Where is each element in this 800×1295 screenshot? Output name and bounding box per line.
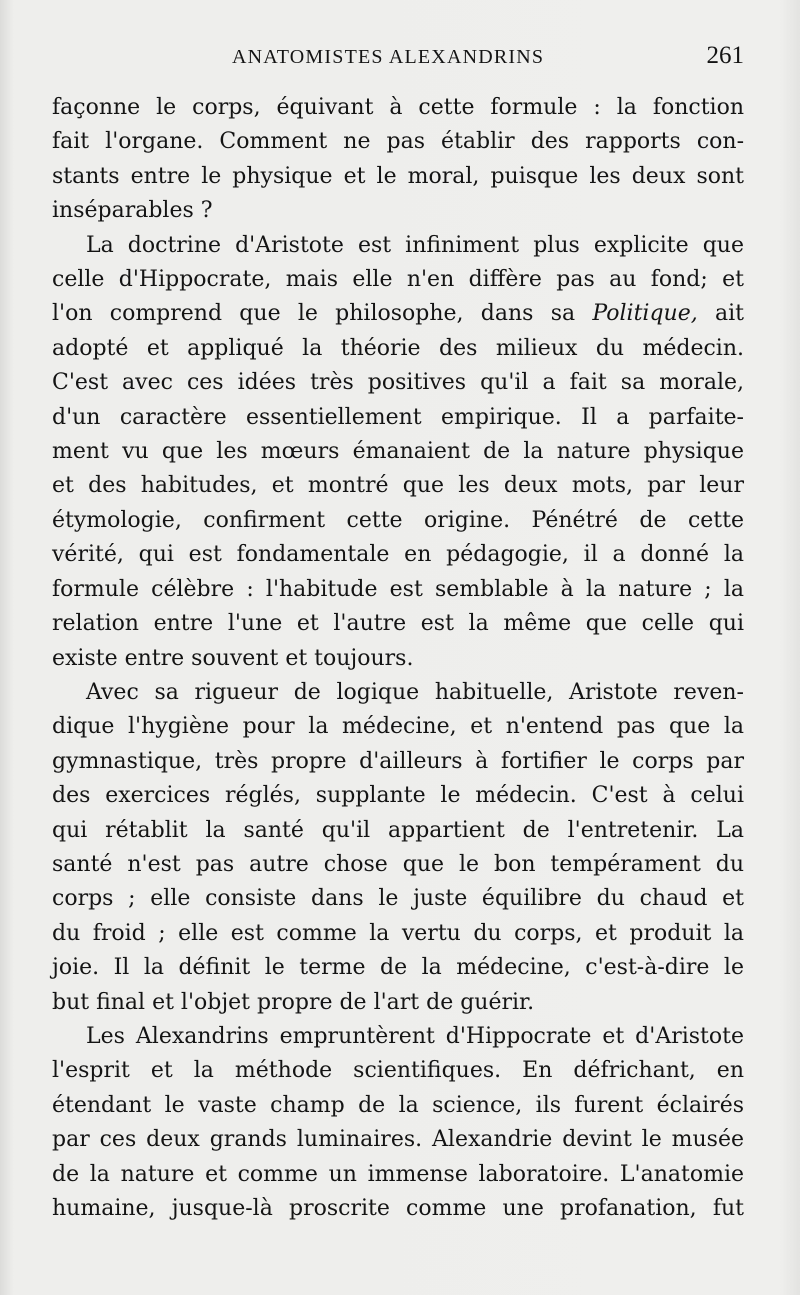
text-line: Les Alexandrins empruntèrent d'Hippocrate et d'Aristote [86, 1023, 744, 1049]
text-line: santé n'est pas autre chose que le bon tempérament du [52, 851, 744, 877]
text-line: d'un caractère essentiellement empirique. Il a parfaite- [52, 404, 744, 430]
text-line: dique l'hygiène pour la médecine, et n'entend pas que la [52, 714, 744, 740]
text-line: fait l'organe. Comment ne pas établir des rapports con- [52, 129, 744, 155]
text-line: existe entre souvent et toujours. [52, 645, 414, 671]
text-line: étymologie, confirment cette origine. Pénétré de cette [52, 507, 744, 533]
paragraph-2 [52, 229, 744, 676]
text-line: humaine, jusque-là proscrite comme une profanation, fut [52, 1196, 744, 1221]
running-head: ANATOMISTES ALEXANDRINS [232, 46, 545, 68]
text-line: joie. Il la définit le terme de la médecine, c'est-à-dire le [52, 955, 744, 981]
text-line: vérité, qui est fondamentale en pédagogie, il a donné la [52, 542, 744, 568]
paragraph-4 [52, 1020, 744, 1226]
text-line: stants entre le physique et le moral, puisque les deux sont [52, 163, 744, 189]
text-line: gymnastique, très propre d'ailleurs à fortifier le corps par [52, 748, 744, 774]
text-line: formule célèbre : l'habitude est semblable à la nature ; la [52, 576, 744, 602]
text-line: par ces deux grands luminaires. Alexandrie devint le musée [52, 1127, 744, 1153]
text-line: de la nature et comme un immense laboratoire. L'anatomie [52, 1161, 744, 1187]
text-line: et des habitudes, et montré que les deux mots, par leur [52, 473, 744, 499]
text-line: des exercices réglés, supplante le médecin. C'est à celui [52, 783, 744, 809]
book-title-italic: Politique, [592, 301, 698, 327]
text-line: inséparables ? [52, 198, 213, 224]
text-line: C'est avec ces idées très positives qu'il a fait sa morale, [52, 370, 744, 396]
text-line: celle d'Hippocrate, mais elle n'en diffère pas au fond; et [52, 267, 744, 293]
paragraph-3 [52, 676, 744, 1020]
body-text [52, 91, 744, 1226]
text-line: Avec sa rigueur de logique habituelle, Aristote reven- [86, 679, 744, 705]
text-line: but final et l'objet propre de l'art de guérir. [52, 989, 535, 1015]
text-line: l'on comprend que le philosophe, dans sa Politique, ait [52, 301, 744, 327]
paragraph-1 [52, 91, 744, 229]
text-line: relation entre l'une et l'autre est la même que celle qui [52, 611, 744, 637]
text-line: adopté et appliqué la théorie des milieux du médecin. [52, 335, 744, 361]
text-line: corps ; elle consiste dans le juste équilibre du chaud et [52, 886, 744, 912]
text-line: l'esprit et la méthode scientifiques. En défrichant, en [52, 1058, 744, 1084]
text-line: du froid ; elle est comme la vertu du corps, et produit la [52, 920, 744, 946]
page-header [52, 44, 744, 74]
text-line: qui rétablit la santé qu'il appartient de l'entretenir. La [52, 817, 744, 843]
page-number: 261 [706, 42, 744, 69]
text-line: façonne le corps, équivant à cette formule : la fonction [52, 95, 744, 120]
text-line: La doctrine d'Aristote est infiniment plus explicite que [86, 232, 744, 258]
text-line: ment vu que les mœurs émanaient de la nature physique [52, 439, 744, 465]
text-line: étendant le vaste champ de la science, ils furent éclairés [52, 1092, 744, 1118]
